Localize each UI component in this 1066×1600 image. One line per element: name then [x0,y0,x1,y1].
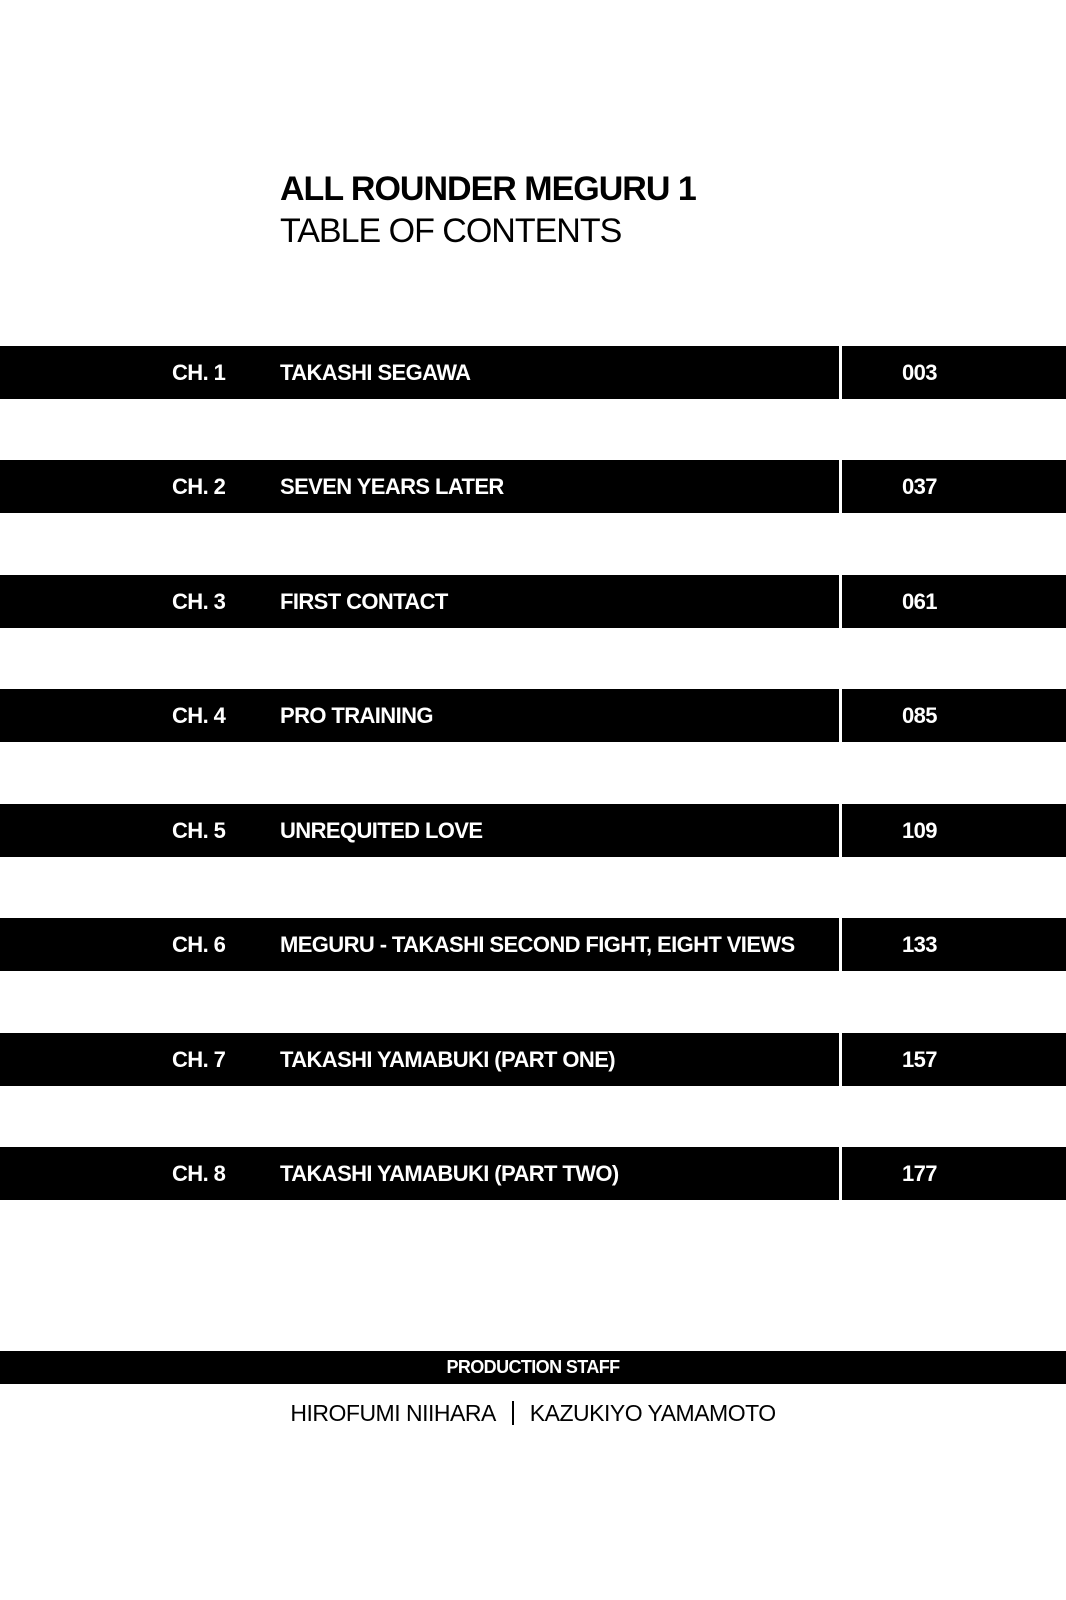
page-number: 003 [902,360,937,385]
row-divider [839,689,842,742]
toc-row-ch3[interactable] [0,575,1066,628]
chapter-title: UNREQUITED LOVE [280,818,483,843]
page-number: 037 [902,474,937,499]
chapter-title: TAKASHI YAMABUKI (PART ONE) [280,1047,615,1072]
toc-row-ch7[interactable] [0,1033,1066,1086]
page-header [280,168,696,252]
chapter-number: CH. 6 [172,932,226,957]
page-number: 109 [902,818,937,843]
chapter-number: CH. 4 [172,703,226,728]
row-divider [839,918,842,971]
page-number: 085 [902,703,937,728]
chapter-number: CH. 1 [172,360,226,385]
book-title: ALL ROUNDER MEGURU 1 [280,170,696,208]
page-number: 133 [902,932,937,957]
row-divider [839,1033,842,1086]
page-number: 061 [902,589,937,614]
chapter-title: TAKASHI SEGAWA [280,360,471,385]
chapter-title: MEGURU - TAKASHI SECOND FIGHT, EIGHT VIEWS [280,932,795,957]
row-divider [839,460,842,513]
chapter-title: FIRST CONTACT [280,589,448,614]
production-staff-heading: PRODUCTION STAFF [446,1357,620,1377]
row-divider [839,346,842,399]
staff-names [0,1396,1066,1430]
name-separator [512,1401,514,1425]
chapter-number: CH. 8 [172,1161,226,1186]
page-number: 157 [902,1047,937,1072]
toc-row-ch6[interactable] [0,918,1066,971]
production-staff-bar [0,1351,1066,1384]
chapter-title: PRO TRAINING [280,703,433,728]
toc-row-ch8[interactable] [0,1147,1066,1200]
toc-row-ch5[interactable] [0,804,1066,857]
chapter-number: CH. 7 [172,1047,226,1072]
chapter-number: CH. 5 [172,818,226,843]
toc-heading: TABLE OF CONTENTS [280,212,622,250]
toc-row-ch4[interactable] [0,689,1066,742]
chapter-title: SEVEN YEARS LATER [280,474,504,499]
staff-name-2: KAZUKIYO YAMAMOTO [529,1400,776,1426]
staff-name-1: HIROFUMI NIIHARA [290,1400,496,1426]
chapter-number: CH. 2 [172,474,226,499]
row-divider [839,1147,842,1200]
row-divider [839,804,842,857]
toc-row-ch2[interactable] [0,460,1066,513]
toc-row-ch1[interactable] [0,346,1066,399]
chapter-title: TAKASHI YAMABUKI (PART TWO) [280,1161,619,1186]
chapter-number: CH. 3 [172,589,226,614]
row-divider [839,575,842,628]
page-number: 177 [902,1161,937,1186]
